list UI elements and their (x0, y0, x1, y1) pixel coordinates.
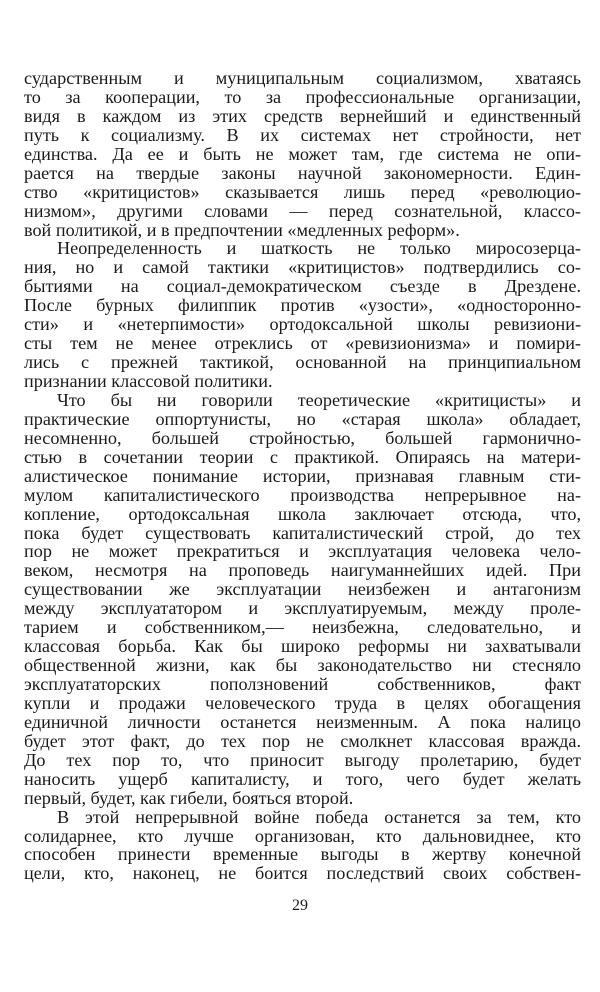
text-line: рается на твердые законы научной закономерности. Един- (24, 162, 581, 183)
text-line: цели, кто, наконец, не боится последствий своих собствен- (24, 863, 581, 884)
text-line: наносить ущерб капиталисту, и того, чего будет желать (24, 768, 581, 789)
text-line: сты тем не менее отреклись от «ревизионизма» и помири- (24, 333, 581, 354)
text-line: практические оппортунисты, но «старая школа» обладает, (24, 408, 581, 429)
text-line: путь к социализму. В их системах нет стройности, нет (24, 124, 581, 145)
text-line: единства. Да ее и быть не может там, где система не опи- (24, 143, 581, 164)
text-line: пока будет существовать капиталистический строй, до тех (24, 522, 581, 543)
text-line: признании классовой политики. (24, 371, 273, 391)
text-line: общественной жизни, как бы законодательство ни стесняло (24, 655, 581, 676)
paragraph (24, 239, 581, 391)
text-line: видя в каждом из этих средств вернейший и единственный (24, 105, 581, 126)
text-line: между эксплуататором и эксплуатируемым, между проле- (24, 598, 581, 619)
text-line: копление, ортодоксальная школа заключает отсюда, что, (24, 503, 581, 524)
text-line: ния, но и самой тактики «критицистов» подтвердились со- (24, 257, 581, 278)
text-line: солидарнее, кто лучше организован, кто дальновиднее, кто (24, 825, 581, 846)
text-line: В этой непрерывной войне победа останется за тем, кто (57, 806, 581, 827)
text-line: мулом капиталистического производства непрерывное на- (24, 484, 581, 505)
text-line: классовая борьба. Как бы широко реформы ни захватывали (24, 636, 581, 657)
text-line: лись с прежней тактикой, основанной на принципиальном (24, 352, 581, 373)
text-line: существовании же эксплуатации неизбежен и антагонизм (24, 579, 581, 600)
paragraph (24, 391, 581, 808)
text-line: алистическое понимание истории, признавая главным сти- (24, 465, 581, 486)
text-line: Что бы ни говорили теоретические «критицисты» и (57, 389, 581, 410)
text-line: До тех пор то, что приносит выгоду пролетарию, будет (24, 749, 581, 770)
text-line: бытиями на социал-демократическом съезде в Дрездене. (24, 276, 581, 297)
page-number: 29 (292, 897, 308, 914)
text-line: веком, несмотря на проповедь наигуманнейших идей. При (24, 560, 581, 581)
text-line: сударственным и муниципальным социализмом, хватаясь (24, 68, 581, 88)
book-page-text (24, 69, 581, 883)
text-line: стью в сочетании теории с практикой. Опираясь на матери- (24, 446, 581, 467)
paragraph (24, 808, 581, 884)
text-line: купли и продажи человеческого труда в целях обогащения (24, 692, 581, 713)
text-line: единичной личности останется неизменным. А пока налицо (24, 711, 581, 732)
text-line: сти» и «нетерпимости» ортодоксальной школы ревизиони- (24, 314, 581, 335)
text-line: низмом», другими словами — перед сознательной, классо- (24, 200, 581, 221)
text-line: пор не может прекратиться и эксплуатация человека чело- (24, 541, 581, 562)
text-line: После бурных филиппик против «узости», «односторонно- (24, 295, 581, 316)
text-line: несомненно, большей стройностью, большей гармонично- (24, 427, 581, 448)
text-line: Неопределенность и шаткость не только миросозерца- (57, 238, 581, 259)
text-line: тарием и собственником,— неизбежна, следовательно, и (24, 617, 581, 638)
text-line: вой политикой, и в предпочтении «медленных реформ». (24, 219, 460, 240)
text-line: первый, будет, как гибели, бояться второй. (24, 787, 354, 808)
text-line: ство «критицистов» сказывается лишь перед «революцио- (24, 181, 581, 202)
paragraph (24, 69, 581, 239)
text-line: эксплуататорских поползновений собственников, факт (24, 674, 581, 694)
text-line: способен принести временные выгоды в жертву конечной (24, 844, 581, 865)
text-line: будет этот факт, до тех пор не смолкнет классовая вражда. (24, 730, 581, 751)
text-line: то за кооперации, то за профессиональные организации, (24, 86, 581, 107)
